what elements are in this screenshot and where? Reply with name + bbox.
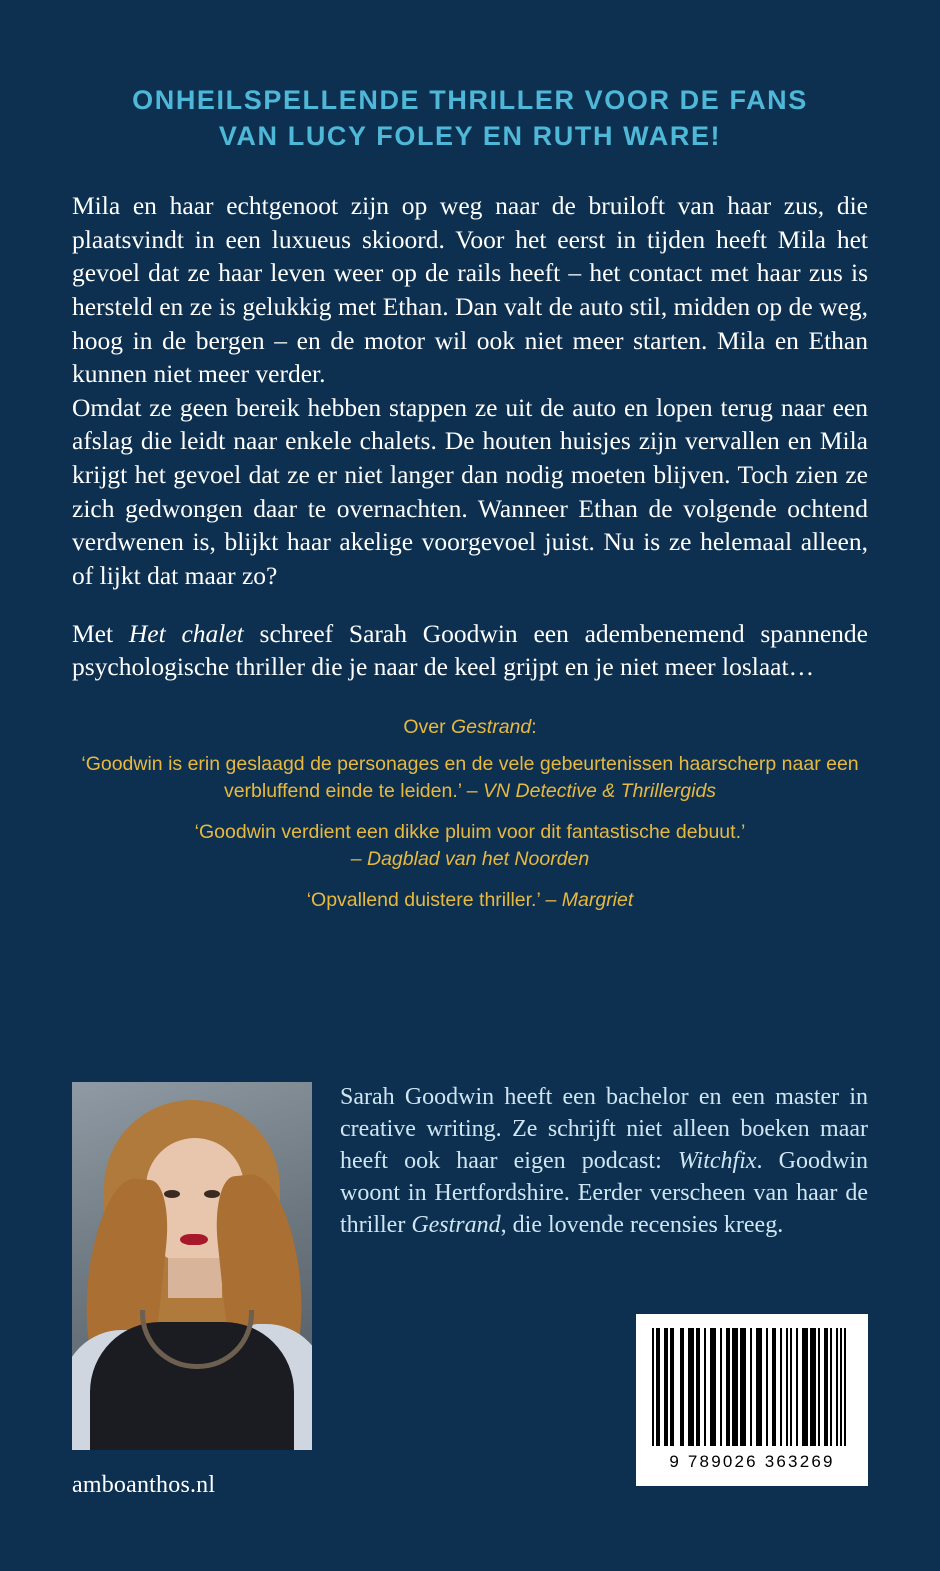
press-quotes: [72, 714, 868, 913]
publisher-website[interactable]: amboanthos.nl: [72, 1472, 216, 1498]
book-title-inline: Het chalet: [128, 618, 244, 648]
previous-book-title: Gestrand: [411, 1211, 501, 1238]
quote-item: [72, 751, 868, 805]
quotes-heading-post: :: [531, 716, 537, 739]
headline-line-1: ONHEILSPELLENDE THRILLER VOOR DE FANS: [132, 85, 808, 115]
quotes-heading-title: Gestrand: [451, 716, 532, 739]
barcode: [636, 1314, 868, 1486]
quotes-heading-pre: Over: [403, 716, 452, 739]
quote-text: ‘Goodwin is erin geslaagd de personages en de vele gebeurtenissen haarscherp naar een verbluffend einde te leiden.’ –: [81, 752, 859, 802]
quote-text: ‘Goodwin verdient een dikke pluim voor dit fantastische debuut.’: [194, 820, 746, 843]
headline-line-2: VAN LUCY FOLEY EN RUTH WARE!: [218, 121, 722, 152]
quote-text: ‘Opvallend duistere thriller.’ –: [306, 888, 562, 911]
portrait-lips: [180, 1234, 208, 1245]
barcode-bars: [652, 1328, 852, 1446]
blurb-paragraph-3: [72, 617, 868, 684]
blurb: [72, 189, 868, 684]
author-bio-part1: Sarah Goodwin heeft een bachelor en een master in creative writing. Ze schrijft niet alleen boeken maar heeft ook haar eigen podcast:: [340, 1084, 868, 1174]
headline: [72, 82, 868, 155]
author-bio-part2: . Goodwin woont in Hertfordshire. Eerder verscheen van haar de thriller: [340, 1147, 868, 1238]
blurb-p3-post: schreef Sarah Goodwin een adembenemend spannende psychologische thriller die je naar de keel grijpt en je niet meer loslaat…: [72, 618, 869, 682]
book-back-cover: [0, 82, 940, 1571]
author-bio-part3: , die lovende recensies kreeg.: [500, 1211, 784, 1238]
podcast-title: Witchfix: [677, 1147, 757, 1174]
quote-item: [72, 887, 868, 914]
portrait-eye-right: [204, 1190, 220, 1198]
blurb-p3-pre: Met: [72, 618, 129, 648]
portrait-eye-left: [164, 1190, 180, 1198]
isbn-number: 9 789026 363269: [669, 1452, 835, 1471]
quote-source: VN Detective & Thrillergids: [483, 779, 717, 802]
quote-source: Margriet: [561, 888, 634, 911]
author-bio: [340, 1082, 868, 1242]
portrait-neck: [168, 1258, 222, 1298]
author-photo: [72, 1082, 312, 1450]
blurb-paragraph-1: Mila en haar echtgenoot zijn op weg naar de bruiloft van haar zus, die plaatsvindt in een luxueus skioord. Voor het eerst in tijden heeft Mila het gevoel dat ze haar leven weer op de rails heeft – het contact met haar zus is hersteld en ze is gelukkig met Ethan. Dan valt de auto stil, midden op de weg, hoog in de bergen – en de motor wil ook niet meer starten. Mila en Ethan kunnen niet meer verder.: [72, 190, 868, 389]
quote-source: – Dagblad van het Noorden: [350, 847, 590, 870]
blurb-paragraph-2: Omdat ze geen bereik hebben stappen ze uit de auto en lopen terug naar een afslag die leidt naar enkele chalets. De houten huisjes zijn vervallen en Mila krijgt het gevoel dat ze er niet langer dan nodig moeten blijven. Toch zien ze zich gedwongen daar te overnachten. Wanneer Ethan de volgende ochtend verdwenen is, blijkt haar akelige voorgevoel juist. Nu is ze helemaal alleen, of lijkt dat maar zo?: [72, 392, 868, 591]
quote-item: [72, 819, 868, 873]
quotes-heading: [72, 714, 868, 741]
